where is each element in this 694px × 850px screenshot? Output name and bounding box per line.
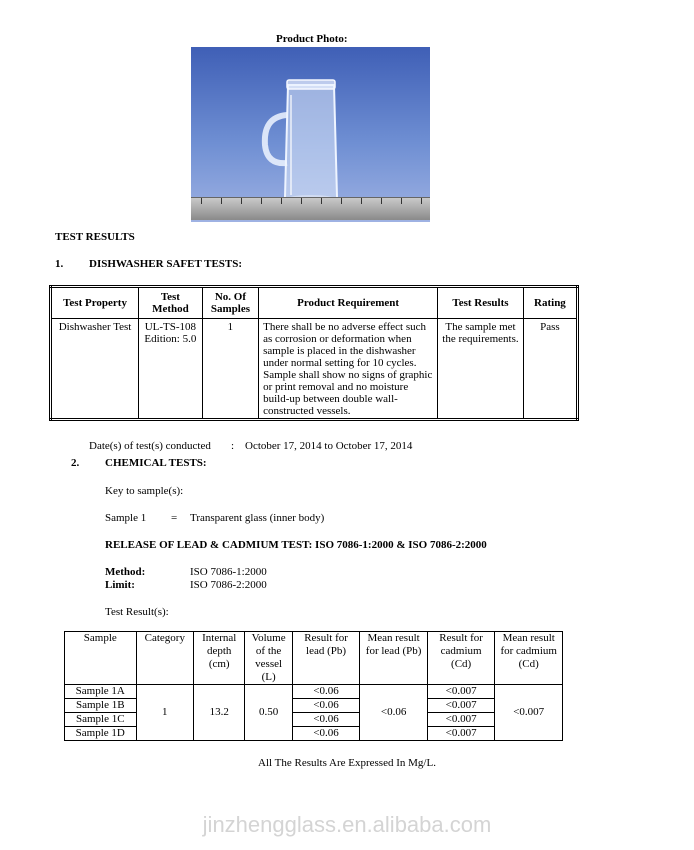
table-row (65, 685, 563, 699)
header-cell: Internal depth (cm) (194, 632, 245, 685)
header-cell: Test Method (139, 287, 203, 319)
volume-cell: 0.50 (245, 685, 292, 741)
glass-mug-illustration (191, 47, 430, 222)
lead-cell: <0.06 (292, 699, 360, 713)
depth-cell: 13.2 (194, 685, 245, 741)
chemical-title: CHEMICAL TESTS: (105, 457, 207, 469)
header-cell: Result for lead (Pb) (292, 632, 360, 685)
lead-cell: <0.06 (292, 713, 360, 727)
header-cell: Test Results (438, 287, 524, 319)
header-cell: Mean result for lead (Pb) (360, 632, 428, 685)
header-cell: No. Of Samples (202, 287, 258, 319)
sample-cell: Sample 1D (65, 727, 137, 741)
method-label: Method: (105, 566, 146, 578)
dishwasher-table (49, 285, 579, 421)
chemical-table (64, 631, 563, 741)
sample-cell: Sample 1C (65, 713, 137, 727)
chemical-number: 2. (71, 457, 80, 469)
header-cell: Mean result for cadmium (Cd) (495, 632, 563, 685)
sample-description: Transparent glass (inner body) (190, 512, 325, 524)
requirement-cell: There shall be no adverse effect such as corrosion or deformation when sample is placed in the dishwasher under normal setting for 10 cycles. Sample shall show no signs of graphic or print removal and no moisture build-up between double wall-constructed vessels. (259, 319, 438, 420)
cadmium-cell: <0.007 (427, 699, 495, 713)
release-title: RELEASE OF LEAD & CADMIUM TEST: ISO 7086-1:2000 & ISO 7086-2:2000 (105, 539, 487, 551)
chemical-header-row (65, 632, 563, 685)
dishwasher-number: 1. (55, 258, 64, 270)
sample-cell: Sample 1B (65, 699, 137, 713)
test-method-cell: UL-TS-108 Edition: 5.0 (139, 319, 203, 420)
results-footnote: All The Results Are Expressed In Mg/L. (258, 757, 436, 769)
date-label: Date(s) of test(s) conducted (89, 440, 211, 452)
watermark: jinzhengglass.en.alibaba.com (202, 812, 492, 837)
test-result-cell: The sample met the requirements. (438, 319, 524, 420)
mean-lead-cell: <0.06 (360, 685, 428, 741)
mean-cadmium-cell: <0.007 (495, 685, 563, 741)
header-cell: Category (136, 632, 193, 685)
section-title: TEST RESULTS (55, 231, 135, 243)
rating-cell: Pass (523, 319, 577, 420)
header-cell: Sample (65, 632, 137, 685)
header-cell: Result for cadmium (Cd) (427, 632, 495, 685)
sample-cell: Sample 1A (65, 685, 137, 699)
cadmium-cell: <0.007 (427, 713, 495, 727)
dishwasher-header-row (51, 287, 578, 319)
cadmium-cell: <0.007 (427, 727, 495, 741)
cadmium-cell: <0.007 (427, 685, 495, 699)
header-cell: Product Requirement (259, 287, 438, 319)
header-cell: Volume of the vessel (L) (245, 632, 292, 685)
lead-cell: <0.06 (292, 727, 360, 741)
dishwasher-title: DISHWASHER SAFET TESTS: (89, 258, 243, 270)
key-label: Key to sample(s): (105, 485, 184, 497)
method-value: ISO 7086-1:2000 (190, 566, 267, 578)
header-cell: Rating (523, 287, 577, 319)
limit-label: Limit: (105, 579, 135, 591)
category-cell: 1 (136, 685, 193, 741)
test-property-cell: Dishwasher Test (51, 319, 139, 420)
product-photo (191, 47, 430, 222)
date-separator: : (231, 440, 235, 452)
photo-caption: Product Photo: (276, 33, 348, 45)
header-cell: Test Property (51, 287, 139, 319)
sample-equals: = (171, 512, 178, 524)
lead-cell: <0.06 (292, 685, 360, 699)
limit-value: ISO 7086-2:2000 (190, 579, 267, 591)
sample-id: Sample 1 (105, 512, 147, 524)
samples-cell: 1 (202, 319, 258, 420)
ruler (191, 197, 430, 220)
date-value: October 17, 2014 to October 17, 2014 (245, 440, 413, 452)
test-result-label: Test Result(s): (105, 606, 169, 618)
dishwasher-data-row (51, 319, 578, 420)
